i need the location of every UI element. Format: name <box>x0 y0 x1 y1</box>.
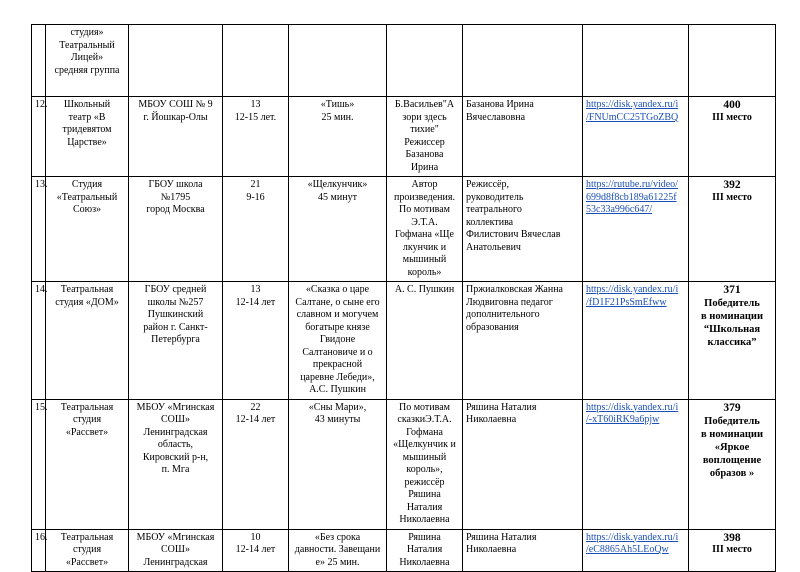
school-name-line: п. Мга <box>161 464 190 475</box>
director-cell-line: Филистович Вячеслав <box>466 229 561 240</box>
performance-title-line: 43 минуты <box>314 414 361 425</box>
author-cell-line: Б.Васильев"А <box>394 99 455 110</box>
director-cell <box>463 282 583 400</box>
author-cell-line: Автор <box>411 179 438 190</box>
row-number: 15. <box>32 399 46 529</box>
results-table <box>31 24 776 572</box>
link-text-line: /FNUmCC25TGoZBQ <box>586 111 679 123</box>
video-link-anchor[interactable] <box>586 284 685 309</box>
participants-age-line: 9-16 <box>246 191 265 203</box>
author-cell-line: Базанова <box>405 149 444 160</box>
link-text-line: /eC8865Ah5LEoQw <box>586 544 669 555</box>
performance-title <box>289 177 387 282</box>
school-name-line: ГБОУ средней <box>144 284 207 295</box>
school-name-line: МБОУ «Мгинская <box>136 531 215 543</box>
link-text-line: https://disk.yandex.ru/i <box>586 401 679 413</box>
score-value: 379 <box>723 401 741 414</box>
school-name <box>129 282 223 400</box>
director-cell-line: Людвиговна педагог <box>466 296 553 308</box>
school-name-line: Ленинградская <box>143 426 208 438</box>
studio-name <box>46 97 129 177</box>
author-cell-line: А. С. Пушкин <box>394 284 455 295</box>
author-cell-line: По мотивам <box>399 204 450 215</box>
school-name <box>129 97 223 177</box>
studio-name-line: средняя группа <box>54 64 120 76</box>
studio-name-line: Лицей» <box>70 52 104 63</box>
result-cell-line: в номинации <box>700 428 764 440</box>
author-cell-line: По мотивам <box>399 401 450 413</box>
author-cell-line: король» <box>407 266 442 278</box>
result-cell-line: Победитель <box>704 415 760 427</box>
row-number <box>32 25 46 97</box>
performance-title <box>289 97 387 177</box>
author-cell-line: произведения. <box>394 191 455 203</box>
video-link-anchor[interactable] <box>586 532 685 557</box>
link-text-line: /fD1F21PsSmEfww <box>586 296 667 308</box>
director-cell-line: Ряшина Наталия <box>466 531 537 543</box>
studio-name <box>46 399 129 529</box>
school-name-line: МБОУ СОШ № 9 <box>138 99 213 110</box>
table-row <box>32 177 776 282</box>
performance-title-line: прекрасной <box>312 359 363 370</box>
director-cell-line: Режиссёр, <box>466 179 509 190</box>
link-text-line: https://rutube.ru/video/ <box>586 179 678 190</box>
author-cell-line: Гофмана <box>406 426 443 438</box>
performance-title-line: е» 25 мин. <box>315 556 360 568</box>
performance-title-line: «Сказка о царе <box>305 284 370 295</box>
school-name <box>129 399 223 529</box>
director-cell-line: Анатольевич <box>466 241 521 253</box>
studio-name-line: Театральная <box>60 401 114 413</box>
director-cell-line: дополнительного <box>466 309 540 320</box>
school-name-line: область, <box>157 439 194 450</box>
link-text-line: https://disk.yandex.ru/i <box>586 531 679 543</box>
table-body <box>32 25 776 572</box>
participants-age <box>223 177 289 282</box>
director-cell-line: Николаевна <box>466 544 517 555</box>
director-cell <box>463 529 583 572</box>
participants-age-line: 12-15 лет. <box>234 111 277 123</box>
table-row <box>32 529 776 572</box>
performance-title <box>289 529 387 572</box>
participants-age-line: 13 <box>250 284 261 295</box>
link-text-line: 53c33a996c647/ <box>586 204 653 215</box>
school-name <box>129 529 223 572</box>
row-number: 14. <box>32 282 46 400</box>
author-cell-line: мышиный <box>402 254 447 265</box>
director-cell-line: Вячеславовна <box>466 111 526 123</box>
author-cell-line: король», <box>406 464 443 475</box>
result-cell-line: классика” <box>707 337 757 348</box>
school-name-line: город Москва <box>146 204 205 215</box>
result-cell-line: в номинации <box>700 311 764 322</box>
participants-age-line: 12-14 лет <box>235 414 276 425</box>
director-cell-line: театрального <box>466 204 522 215</box>
result-cell-line: “Школьная <box>703 324 761 335</box>
school-name-line: Ленинградская <box>143 556 208 568</box>
participants-age <box>223 399 289 529</box>
author-cell-line: тихие" <box>410 124 439 135</box>
school-name <box>129 177 223 282</box>
school-name-line: СОШ» <box>161 544 190 555</box>
author-cell-line: Наталия <box>406 501 443 513</box>
author-cell-line: «Щелкунчик и <box>393 439 456 450</box>
table-row <box>32 399 776 529</box>
studio-name <box>46 282 129 400</box>
author-cell-line: Ирина <box>410 161 439 173</box>
table-row <box>32 25 776 97</box>
studio-name-line: студия» <box>70 27 104 38</box>
video-link-anchor[interactable] <box>586 402 685 427</box>
school-name-line: МБОУ «Мгинская <box>136 401 215 413</box>
participants-age-line: 10 <box>250 531 261 543</box>
result-cell-line: III место <box>712 544 752 555</box>
row-number: 12. <box>32 97 46 177</box>
author-cell-line: Наталия <box>406 544 443 555</box>
author-cell-line: Николаевна <box>399 514 450 525</box>
studio-name-line: Студия <box>71 179 103 190</box>
result-cell <box>689 25 776 97</box>
studio-name-line: «Рассвет» <box>65 556 109 568</box>
director-cell-line: образования <box>466 321 519 333</box>
studio-name-line: студия «ДОМ» <box>55 296 119 308</box>
performance-title-line: царевне Лебеди», <box>300 371 375 383</box>
author-cell-line: Николаевна <box>399 556 450 568</box>
author-cell-line: Режиссер <box>404 136 445 148</box>
studio-name-line: «Рассвет» <box>65 426 109 438</box>
studio-name-line: Союз» <box>72 204 102 215</box>
author-cell <box>387 97 463 177</box>
performance-title-line: «Сны Мари», <box>308 401 367 413</box>
director-cell-line: Пржиалковская Жанна <box>466 284 563 295</box>
score-value: 371 <box>723 284 741 296</box>
participants-age-line: 13 <box>250 99 261 110</box>
row-number: 13. <box>32 177 46 282</box>
video-link <box>583 97 689 177</box>
video-link <box>583 282 689 400</box>
studio-name-line: Царстве» <box>67 136 107 148</box>
performance-title-line: «Тишь» <box>320 99 355 110</box>
studio-name-line: Школьный <box>63 99 111 110</box>
school-name-line: Пушкинский <box>147 309 204 320</box>
school-name-line: г. Йошкар-Олы <box>143 111 208 123</box>
video-link <box>583 177 689 282</box>
author-cell-line: режиссёр <box>404 476 445 488</box>
author-cell <box>387 399 463 529</box>
school-name-line: Петербурга <box>151 334 200 345</box>
author-cell-line: Ряшина <box>408 489 441 500</box>
director-cell <box>463 97 583 177</box>
video-link-anchor[interactable] <box>586 99 685 124</box>
participants-age <box>223 529 289 572</box>
participants-age-line: 22 <box>250 401 261 413</box>
performance-title <box>289 25 387 97</box>
video-link <box>583 399 689 529</box>
director-cell <box>463 25 583 97</box>
director-cell <box>463 399 583 529</box>
score-value: 400 <box>723 99 741 111</box>
video-link-anchor[interactable] <box>586 179 685 217</box>
studio-name-line: Театральная <box>60 284 114 295</box>
school-name-line: №1795 <box>160 191 191 203</box>
participants-age-line: 12-14 лет <box>235 296 276 308</box>
performance-title-line: «Без срока <box>314 531 361 543</box>
table-row <box>32 282 776 400</box>
participants-age <box>223 25 289 97</box>
director-cell-line: руководитель <box>466 191 524 203</box>
studio-name <box>46 25 129 97</box>
participants-age-line: 12-14 лет <box>235 544 276 555</box>
author-cell-line: лкунчик и <box>402 241 447 253</box>
studio-name <box>46 177 129 282</box>
studio-name-line: студия <box>72 544 102 555</box>
participants-age-line: 21 <box>250 179 261 190</box>
performance-title-line: богатыре князе <box>305 321 370 333</box>
performance-title-line: Салтановиче и о <box>302 346 373 358</box>
performance-title-line: славном и могучем <box>296 309 379 320</box>
author-cell <box>387 282 463 400</box>
school-name-line: район г. Санкт- <box>143 321 208 333</box>
video-link <box>583 25 689 97</box>
result-cell-line: III место <box>712 191 752 203</box>
studio-name-line: «Театральный <box>56 191 118 203</box>
result-cell-line: «Яркое <box>714 441 750 453</box>
director-cell-line: Николаевна <box>466 414 517 425</box>
director-cell-line: коллектива <box>466 216 514 228</box>
studio-name-line: студия <box>72 414 102 425</box>
result-cell <box>689 177 776 282</box>
performance-title-line: А.С. Пушкин <box>309 384 366 395</box>
author-cell <box>387 25 463 97</box>
performance-title <box>289 399 387 529</box>
school-name-line: школы №257 <box>147 296 204 308</box>
studio-name-line: Театральная <box>60 531 114 543</box>
participants-age <box>223 97 289 177</box>
row-number: 16. <box>32 529 46 572</box>
performance-title-line: Салтане, о сыне его <box>295 296 380 308</box>
result-cell-line: образов » <box>709 467 755 479</box>
author-cell-line: Э.Т.А. <box>411 216 438 228</box>
school-name <box>129 25 223 97</box>
score-value: 392 <box>723 179 741 191</box>
result-cell <box>689 282 776 400</box>
school-name-line: СОШ» <box>161 414 190 425</box>
link-text-line: https://disk.yandex.ru/i <box>586 284 679 295</box>
result-cell <box>689 97 776 177</box>
studio-name-line: тридевятом <box>62 124 112 135</box>
director-cell-line: Ряшина Наталия <box>466 401 537 413</box>
result-cell <box>689 399 776 529</box>
performance-title-line: 25 мин. <box>321 111 354 123</box>
performance-title-line: 45 минут <box>318 191 357 203</box>
studio-name <box>46 529 129 572</box>
participants-age <box>223 282 289 400</box>
studio-name-line: театр «В <box>68 111 106 123</box>
school-name-line: Кировский р-н, <box>142 451 209 463</box>
studio-name-line: Театральный <box>59 39 115 51</box>
author-cell-line: Ряшина <box>408 531 441 543</box>
result-cell-line: III место <box>712 111 752 123</box>
author-cell <box>387 177 463 282</box>
author-cell <box>387 529 463 572</box>
performance-title-line: давности. Завещани <box>294 544 381 555</box>
author-cell-line: Гофмана «Ще <box>395 229 454 240</box>
score-value: 398 <box>723 531 741 544</box>
link-text-line: /-xT60iRK9a6pjw <box>586 414 660 425</box>
result-cell-line: воплощение <box>702 454 762 466</box>
director-cell-line: Базанова Ирина <box>466 99 534 110</box>
performance-title-line: «Щелкунчик» <box>307 179 368 190</box>
performance-title-line: Гвидоне <box>319 334 356 345</box>
author-cell-line: мышиный <box>402 451 447 463</box>
video-link <box>583 529 689 572</box>
school-name-line: ГБОУ школа <box>148 179 203 190</box>
performance-title <box>289 282 387 400</box>
table-row <box>32 97 776 177</box>
author-cell-line: сказкиЭ.Т.А. <box>397 414 452 425</box>
director-cell <box>463 177 583 282</box>
link-text-line: 699d8f8cb189a61225f <box>586 191 677 203</box>
result-cell-line: Победитель <box>704 298 760 309</box>
author-cell-line: зори здесь <box>402 111 447 123</box>
result-cell <box>689 529 776 572</box>
link-text-line: https://disk.yandex.ru/i <box>586 99 679 110</box>
